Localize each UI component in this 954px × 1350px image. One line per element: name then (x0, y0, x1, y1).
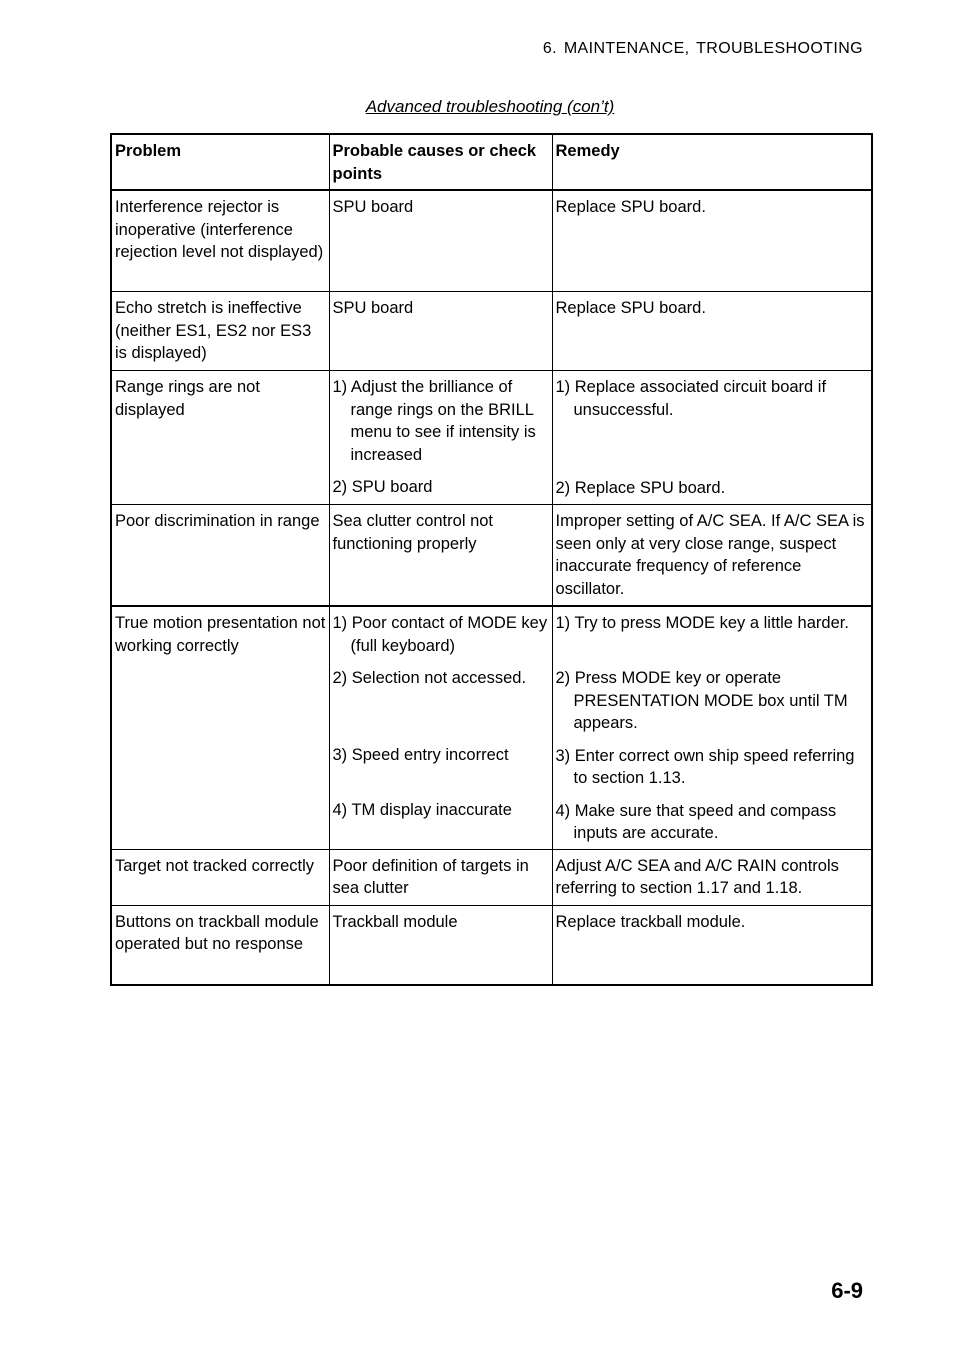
table-row (111, 371, 872, 505)
cause-text: SPU board (332, 198, 414, 216)
table-row (111, 190, 872, 292)
remedy-item: 1) Replace associated circuit board if unsuccessful. (555, 378, 827, 419)
cause-cell (329, 190, 552, 292)
remedy-cell (552, 905, 872, 985)
table-row (111, 292, 872, 371)
problem-text: Target not tracked correctly (115, 856, 314, 875)
cause-cell (329, 292, 552, 371)
problem-cell (111, 849, 329, 905)
problem-text: Interference rejector is inoperative (interference rejection level not displayed) (115, 198, 324, 261)
cause-cell (329, 606, 552, 849)
problem-text: Poor discrimination in range (115, 512, 320, 530)
table-row (111, 905, 872, 985)
problem-cell (111, 505, 329, 607)
cause-item: 1) Poor contact of MODE key (full keyboard) (332, 614, 548, 655)
remedy-text: Replace SPU board. (555, 198, 706, 216)
cause-cell (329, 905, 552, 985)
remedy-cell (552, 371, 872, 505)
header-problem: Problem (111, 134, 329, 190)
table-header-row (111, 134, 872, 190)
cause-text: SPU board (332, 299, 414, 317)
table-title (110, 97, 870, 117)
cause-text: Trackball module (332, 912, 458, 931)
problem-text: Range rings are not displayed (115, 378, 260, 419)
problem-cell (111, 190, 329, 292)
remedy-item: 3) Enter correct own ship speed referring to section 1.13. (555, 746, 855, 787)
cause-cell (329, 849, 552, 905)
problem-text: True motion presentation not working correctly (115, 614, 326, 655)
remedy-cell (552, 292, 872, 371)
cause-item: 1) Adjust the brilliance of range rings on the BRILL menu to see if intensity is increased (332, 378, 536, 464)
troubleshooting-table (110, 133, 873, 986)
table-row (111, 505, 872, 607)
cause-item: 2) Selection not accessed. (332, 669, 527, 687)
remedy-text: Replace trackball module. (555, 912, 746, 931)
cause-cell (329, 505, 552, 607)
problem-cell (111, 606, 329, 849)
remedy-cell (552, 849, 872, 905)
problem-cell (111, 905, 329, 985)
problem-cell (111, 371, 329, 505)
remedy-item: 4) Make sure that speed and compass inputs are accurate. (555, 801, 837, 842)
remedy-text: Improper setting of A/C SEA. If A/C SEA is seen only at very close range, suspect inaccurate frequency of reference oscillator. (555, 512, 865, 598)
table-row (111, 849, 872, 905)
remedy-item: 1) Try to press MODE key a little harder. (555, 614, 849, 632)
cause-item: 4) TM display inaccurate (332, 801, 512, 819)
remedy-text: Adjust A/C SEA and A/C RAIN controls referring to section 1.17 and 1.18. (555, 856, 839, 897)
cause-item: 3) Speed entry incorrect (332, 746, 509, 764)
remedy-item: 2) Replace SPU board. (555, 479, 726, 497)
problem-text: Echo stretch is ineffective (neither ES1, ES2 nor ES3 is displayed) (115, 299, 312, 362)
running-head: 6. MAINTENANCE, TROUBLESHOOTING (542, 40, 863, 57)
cause-text: Sea clutter control not functioning properly (332, 512, 494, 553)
remedy-text: Replace SPU board. (555, 299, 706, 317)
page-number: 6-9 (831, 1278, 863, 1303)
remedy-cell (552, 606, 872, 849)
table-row (111, 606, 872, 849)
cause-cell (329, 371, 552, 505)
header-causes: Probable causes or check points (329, 134, 552, 190)
cause-item: 2) SPU board (332, 478, 433, 496)
header-remedy: Remedy (552, 134, 872, 190)
remedy-item: 2) Press MODE key or operate PRESENTATION MODE box until TM appears. (555, 669, 848, 732)
problem-text: Buttons on trackball module operated but no response (115, 912, 319, 953)
cause-text: Poor definition of targets in sea clutter (332, 856, 529, 897)
remedy-cell (552, 190, 872, 292)
remedy-cell (552, 505, 872, 607)
table-title-text: Advanced troubleshooting (con’t) (365, 97, 615, 116)
problem-cell (111, 292, 329, 371)
